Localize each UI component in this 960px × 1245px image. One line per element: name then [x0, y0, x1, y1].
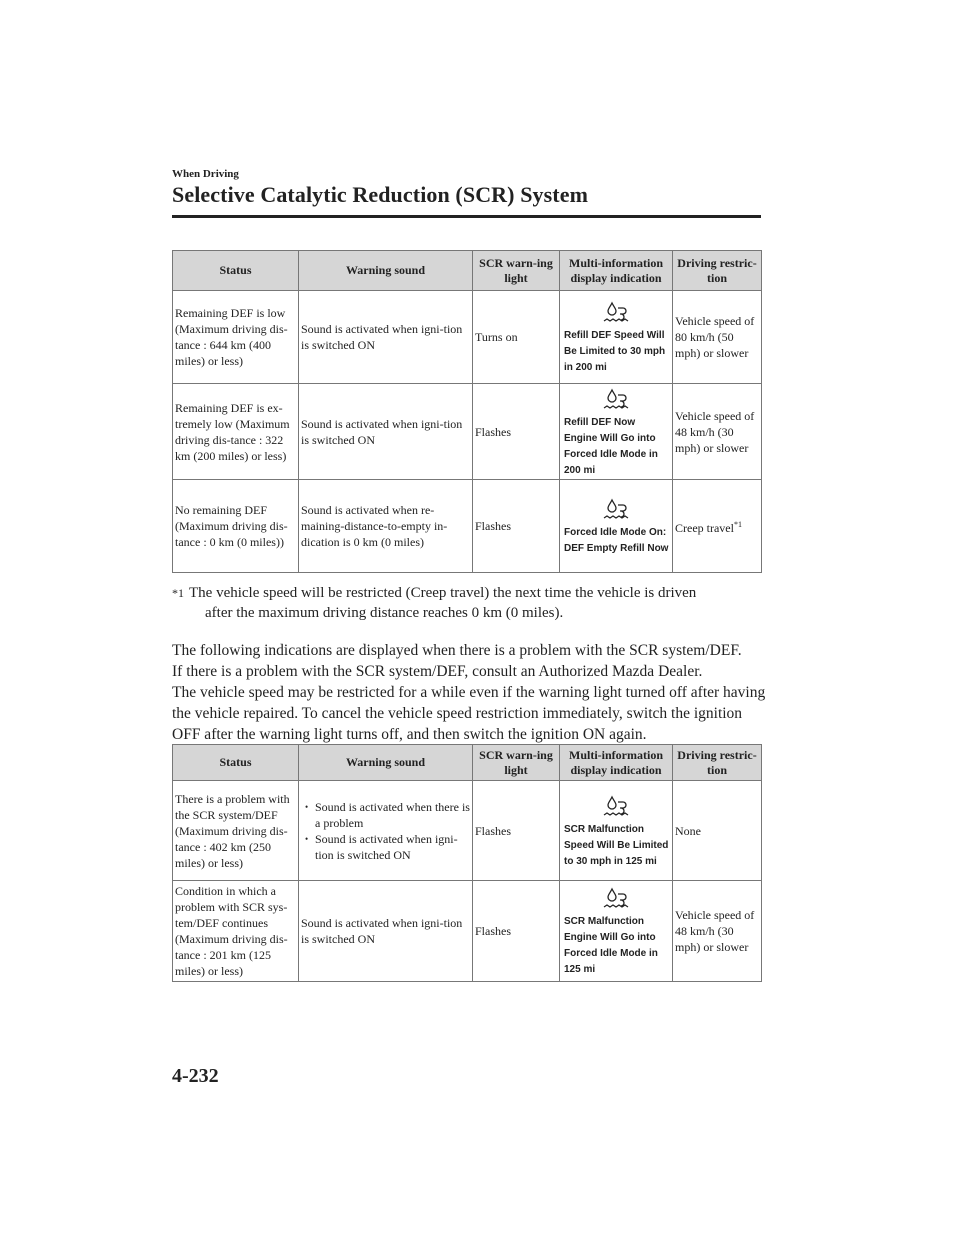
status-cell: Remaining DEF is ex-tremely low (Maximum driving dis-tance : 322 km (200 miles) or less) — [173, 384, 299, 480]
paragraph: The vehicle speed may be restricted for a while even if the warning light turned off after having the vehicle repaired. To cancel the vehicle speed restriction immediately, switch the ignition OFF after the warning light turns off, and then switch the ignition ON again. — [172, 684, 766, 743]
restriction-cell: Vehicle speed of 80 km/h (50 mph) or slower — [673, 291, 762, 384]
title-rule — [172, 215, 761, 218]
table-row — [173, 384, 762, 480]
display-cell — [560, 480, 673, 573]
sound-cell: Sound is activated when igni-tion is switched ON — [299, 291, 473, 384]
table-row — [173, 881, 762, 982]
header-scr-light: SCR warn-ing light — [473, 251, 560, 291]
def-fluid-icon — [599, 794, 635, 818]
table-row — [173, 781, 762, 881]
footnote — [172, 583, 762, 623]
status-cell: Condition in which a problem with SCR sys-tem/DEF continues (Maximum driving dis-tance : 201 km (125 miles) or less) — [173, 881, 299, 982]
restriction-cell: Vehicle speed of 48 km/h (30 mph) or slower — [673, 881, 762, 982]
status-cell: No remaining DEF (Maximum driving dis-tance : 0 km (0 miles)) — [173, 480, 299, 573]
table-header-row — [173, 251, 762, 291]
display-message: SCR Malfunction Engine Will Go into Forced Idle Mode in 125 mi — [564, 916, 658, 975]
paragraph: The following indications are displayed when there is a problem with the SCR system/DEF. — [172, 642, 742, 659]
header-status: Status — [173, 251, 299, 291]
light-cell: Flashes — [473, 881, 560, 982]
def-fluid-icon — [599, 497, 635, 521]
display-cell — [560, 291, 673, 384]
restriction-cell — [673, 480, 762, 573]
restriction-text: Creep travel — [675, 520, 734, 535]
display-message: SCR Malfunction Speed Will Be Limited to 30 mph in 125 mi — [564, 823, 669, 867]
display-cell — [560, 881, 673, 982]
header-scr-light: SCR warn-ing light — [473, 745, 560, 781]
def-fluid-icon — [599, 387, 635, 411]
light-cell: Flashes — [473, 781, 560, 881]
display-cell — [560, 384, 673, 480]
header-status: Status — [173, 745, 299, 781]
def-fluid-icon — [599, 886, 635, 910]
header-warning-sound: Warning sound — [299, 251, 473, 291]
sound-list — [301, 799, 470, 863]
sound-cell: Sound is activated when igni-tion is switched ON — [299, 881, 473, 982]
scr-malfunction-table — [172, 744, 762, 982]
def-level-table — [172, 250, 762, 573]
light-cell: Flashes — [473, 480, 560, 573]
list-item: • Sound is activated when there is a problem — [315, 799, 470, 831]
description — [172, 640, 767, 745]
footnote-line-1: The vehicle speed will be restricted (Creep travel) the next time the vehicle is driven — [189, 585, 697, 601]
table-row — [173, 480, 762, 573]
section-label: When Driving — [172, 168, 239, 180]
def-fluid-icon — [599, 300, 635, 324]
page-number: 4-232 — [172, 1065, 219, 1087]
status-cell: Remaining DEF is low (Maximum driving dis-tance : 644 km (400 miles) or less) — [173, 291, 299, 384]
restriction-cell: None — [673, 781, 762, 881]
status-cell: There is a problem with the SCR system/DEF (Maximum driving dis-tance : 402 km (250 miles) or less) — [173, 781, 299, 881]
page-title: Selective Catalytic Reduction (SCR) System — [172, 182, 589, 207]
sound-cell — [299, 781, 473, 881]
light-cell: Flashes — [473, 384, 560, 480]
footnote-ref: *1 — [733, 519, 742, 529]
display-message: Refill DEF Speed Will Be Limited to 30 mph in 200 mi — [564, 330, 666, 373]
table-row — [173, 291, 762, 384]
table-header-row — [173, 745, 762, 781]
display-cell — [560, 781, 673, 881]
sound-cell: Sound is activated when igni-tion is switched ON — [299, 384, 473, 480]
footnote-line-2: after the maximum driving distance reaches 0 km (0 miles). — [205, 605, 564, 621]
header-mid: Multi-information display indication — [560, 745, 673, 781]
list-item: • Sound is activated when igni-tion is switched ON — [315, 831, 470, 863]
display-message: Refill DEF Now Engine Will Go into Forced Idle Mode in 200 mi — [564, 416, 658, 476]
header-warning-sound: Warning sound — [299, 745, 473, 781]
footnote-mark: *1 — [172, 586, 184, 600]
header-mid: Multi-information display indication — [560, 251, 673, 291]
light-cell: Turns on — [473, 291, 560, 384]
display-message: Forced Idle Mode On: DEF Empty Refill Now — [564, 527, 669, 554]
paragraph: If there is a problem with the SCR system/DEF, consult an Authorized Mazda Dealer. — [172, 663, 703, 680]
sound-cell: Sound is activated when re-maining-distance-to-empty in-dication is 0 km (0 miles) — [299, 480, 473, 573]
header-restriction: Driving restric-tion — [673, 745, 762, 781]
restriction-cell: Vehicle speed of 48 km/h (30 mph) or slower — [673, 384, 762, 480]
header-restriction: Driving restric-tion — [673, 251, 762, 291]
